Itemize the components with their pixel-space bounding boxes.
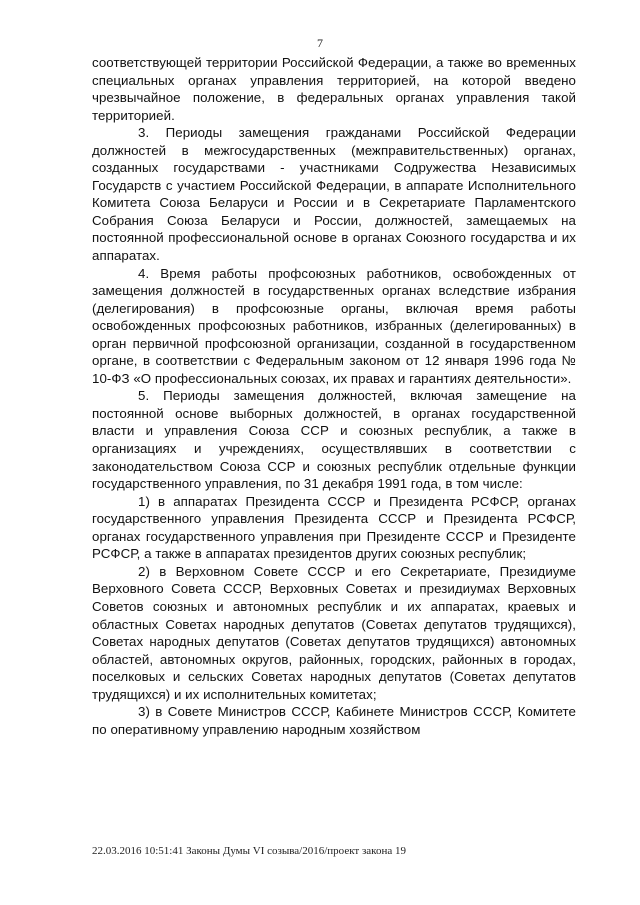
paragraph-item-4: 4. Время работы профсоюзных работников, освобожденных от замещения должностей в государственных органах вследствие избрания (делегирования) в профсоюзные органы, включая время работы освобожденных профсоюзных работников, избранных (делегированных) в орган первичной профсоюзной организации, созданной в государственном органе, в соответствии с Федеральным законом от 12 января 1996 года № 10-ФЗ «О профессиональных союзах, их правах и гарантиях деятельности». bbox=[92, 265, 576, 386]
paragraph-item-5: 5. Периоды замещения должностей, включая замещение на постоянной основе выборных должностей, в органах государственной власти и управления Союза ССР и союзных республик, а также в организациях и учреждениях, осуществлявших в соответствии с законодательством Союза ССР и союзных республик отдельные функции государственного управления, по 31 декабря 1991 года, в том числе: bbox=[92, 388, 576, 492]
subparagraph-1: 1) в аппаратах Президента СССР и Президента РСФСР, органах государственного управления Президента СССР и Президента РСФСР, органах государственного управления при Президенте СССР и Президенте РСФСР, а также в аппаратах президентов других союзных республик; bbox=[92, 493, 576, 562]
subparagraph-3: 3) в Совете Министров СССР, Кабинете Министров СССР, Комитете по оперативному управлению народным хозяйством bbox=[92, 704, 576, 737]
paragraph-item-3: 3. Периоды замещения гражданами Российской Федерации должностей в межгосударственных (межправительственных) органах, созданных государствами - участниками Содружества Независимых Государств с участием Российской Федерации, в аппарате Исполнительного Комитета Союза Беларуси и России и в Секретариате Парламентского Собрания Союза Беларуси и России, должностей, замещаемых на постоянной профессиональной основе в органах Союзного государства и их аппаратах. bbox=[92, 125, 576, 264]
paragraph-continuation: соответствующей территории Российской Федерации, а также во временных специальных органах управления территорией, на которой введено чрезвычайное положение, в федеральных органах управления такой территорией. bbox=[92, 55, 576, 123]
subparagraph-2: 2) в Верховном Совете СССР и его Секретариате, Президиуме Верховного Совета СССР, Верховных Советах и президиумах Верховных Советов союзных и автономных республик и их аппаратах, краевых и областных Советах народных депутатов (Советах депутатов трудящихся), Советах народных депутатов (Советах депутатов трудящихся) автономных областей, автономных округов, районных, городских, районных в городах, поселковых и сельских Советах народных депутатов (Советах депутатов трудящихся) и их исполнительных комитетах; bbox=[92, 563, 576, 702]
document-body bbox=[92, 54, 576, 738]
page-number: 7 bbox=[317, 36, 323, 50]
document-footer: 22.03.2016 10:51:41 Законы Думы VI созыва/2016/проект закона 19 bbox=[92, 845, 406, 857]
